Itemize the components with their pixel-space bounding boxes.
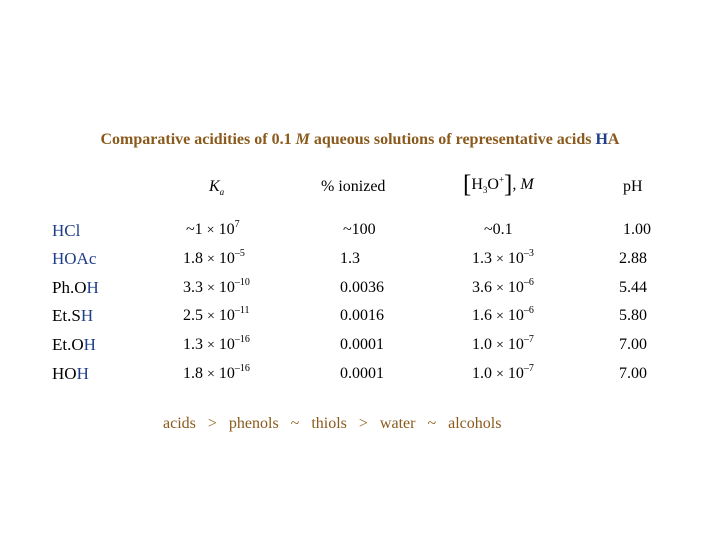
h3o-exponent: –7 [523, 334, 534, 345]
title-h: H [595, 131, 608, 148]
h3o-exponent: –6 [523, 305, 534, 316]
header-h3o-h: H [471, 176, 483, 193]
ka-value [183, 250, 245, 268]
ka-base: 10 [214, 250, 235, 267]
pct-ionized-value: ~100 [343, 221, 376, 238]
acid-name-highlight: H [86, 278, 99, 297]
header-h3o-close: ] [504, 171, 513, 198]
acid-name [52, 249, 96, 269]
ka-mantissa: 1.8 [183, 250, 207, 267]
header-ph: pH [623, 178, 643, 195]
title-a: A [607, 131, 620, 148]
ka-times: × [207, 281, 215, 296]
h3o-value [472, 365, 534, 383]
title-prefix: Comparative acidities of 0.1 [100, 131, 296, 148]
h3o-value [472, 250, 534, 268]
ka-base: 10 [214, 365, 235, 382]
ph-value: 5.44 [619, 279, 647, 296]
h3o-mantissa: ~0.1 [484, 221, 513, 238]
h3o-exponent: –7 [523, 363, 534, 374]
ph-value: 1.00 [623, 221, 651, 238]
ka-exponent: –16 [234, 363, 250, 374]
ka-value [183, 279, 250, 297]
acid-name [52, 221, 80, 241]
ka-value [183, 307, 250, 325]
ph-value: 7.00 [619, 365, 647, 382]
pct-ionized-value: 0.0001 [340, 365, 384, 382]
ka-times: × [207, 367, 215, 382]
ka-exponent: –5 [234, 248, 245, 259]
ka-value [183, 365, 250, 383]
ph-value: 2.88 [619, 250, 647, 267]
acid-name [52, 306, 93, 326]
h3o-base: 10 [503, 336, 524, 353]
acid-name-prefix: Ph.O [52, 278, 87, 297]
acid-name-highlight: HOAc [52, 249, 97, 268]
ka-mantissa: 1.3 [183, 336, 207, 353]
h3o-base: 10 [503, 250, 524, 267]
acid-name-highlight: HCl [52, 221, 81, 240]
acid-name-highlight: H [80, 306, 94, 325]
ka-times: × [207, 252, 215, 267]
header-ka [209, 178, 224, 197]
pct-ionized-value: 1.3 [340, 250, 360, 267]
ka-exponent: 7 [234, 219, 240, 230]
h3o-value [484, 221, 513, 239]
ph-value: 5.80 [619, 307, 647, 324]
ka-exponent: –10 [234, 277, 250, 288]
h3o-mantissa: 3.6 [472, 279, 496, 296]
h3o-times: × [496, 367, 504, 382]
h3o-value [472, 307, 534, 325]
ka-base: 10 [214, 307, 235, 324]
h3o-times: × [496, 309, 504, 324]
ka-mantissa: ~1 [186, 221, 207, 238]
ka-mantissa: 2.5 [183, 307, 207, 324]
h3o-times: × [496, 252, 504, 267]
h3o-value [472, 336, 534, 354]
header-h3o-open: [ [463, 171, 472, 198]
ka-mantissa: 1.8 [183, 365, 207, 382]
h3o-exponent: –3 [523, 248, 534, 259]
h3o-mantissa: 1.0 [472, 365, 496, 382]
acid-name [52, 278, 99, 298]
ka-times: × [207, 309, 215, 324]
acid-name-prefix: Et.O [52, 335, 84, 354]
pct-ionized-value: 0.0001 [340, 336, 384, 353]
h3o-base: 10 [503, 307, 524, 324]
ka-base: 10 [214, 336, 235, 353]
ka-mantissa: 3.3 [183, 279, 207, 296]
h3o-mantissa: 1.3 [472, 250, 496, 267]
header-h3o-unit: , M [512, 176, 534, 193]
pct-ionized-value: 0.0036 [340, 279, 384, 296]
header-h3o-sup: + [498, 174, 505, 185]
header-h3o-o: O [487, 176, 499, 193]
header-h3o-sub: 3 [482, 185, 488, 196]
ka-times: × [206, 223, 215, 238]
h3o-value [472, 279, 534, 297]
title-unit: M [295, 131, 310, 148]
ka-value [183, 336, 250, 354]
ka-exponent: –11 [234, 305, 250, 316]
page-title [0, 131, 720, 149]
ka-value [186, 221, 240, 239]
h3o-base: 10 [503, 365, 524, 382]
h3o-times: × [496, 281, 504, 296]
pct-ionized-value: 0.0016 [340, 307, 384, 324]
acidity-order-summary: acids > phenols ~ thiols > water ~ alcohols [163, 415, 502, 432]
acid-name [52, 335, 96, 355]
ka-base: 10 [214, 221, 235, 238]
acid-name-prefix: HO [52, 364, 77, 383]
ka-exponent: –16 [234, 334, 250, 345]
acid-name [52, 364, 89, 384]
h3o-times: × [496, 338, 504, 353]
h3o-exponent: –6 [523, 277, 534, 288]
acid-name-highlight: H [83, 335, 96, 354]
header-h3o [463, 171, 534, 199]
ka-base: 10 [214, 279, 235, 296]
header-ka-main: K [209, 178, 220, 195]
ph-value: 7.00 [619, 336, 647, 353]
ka-times: × [207, 338, 215, 353]
h3o-base: 10 [503, 279, 524, 296]
h3o-mantissa: 1.6 [472, 307, 496, 324]
header-pct-ionized: % ionized [321, 178, 386, 195]
acid-name-prefix: Et.S [52, 306, 81, 325]
title-middle: aqueous solutions of representative acids [309, 131, 596, 148]
h3o-mantissa: 1.0 [472, 336, 496, 353]
header-ka-sub: a [219, 187, 225, 198]
acid-name-highlight: H [76, 364, 89, 383]
